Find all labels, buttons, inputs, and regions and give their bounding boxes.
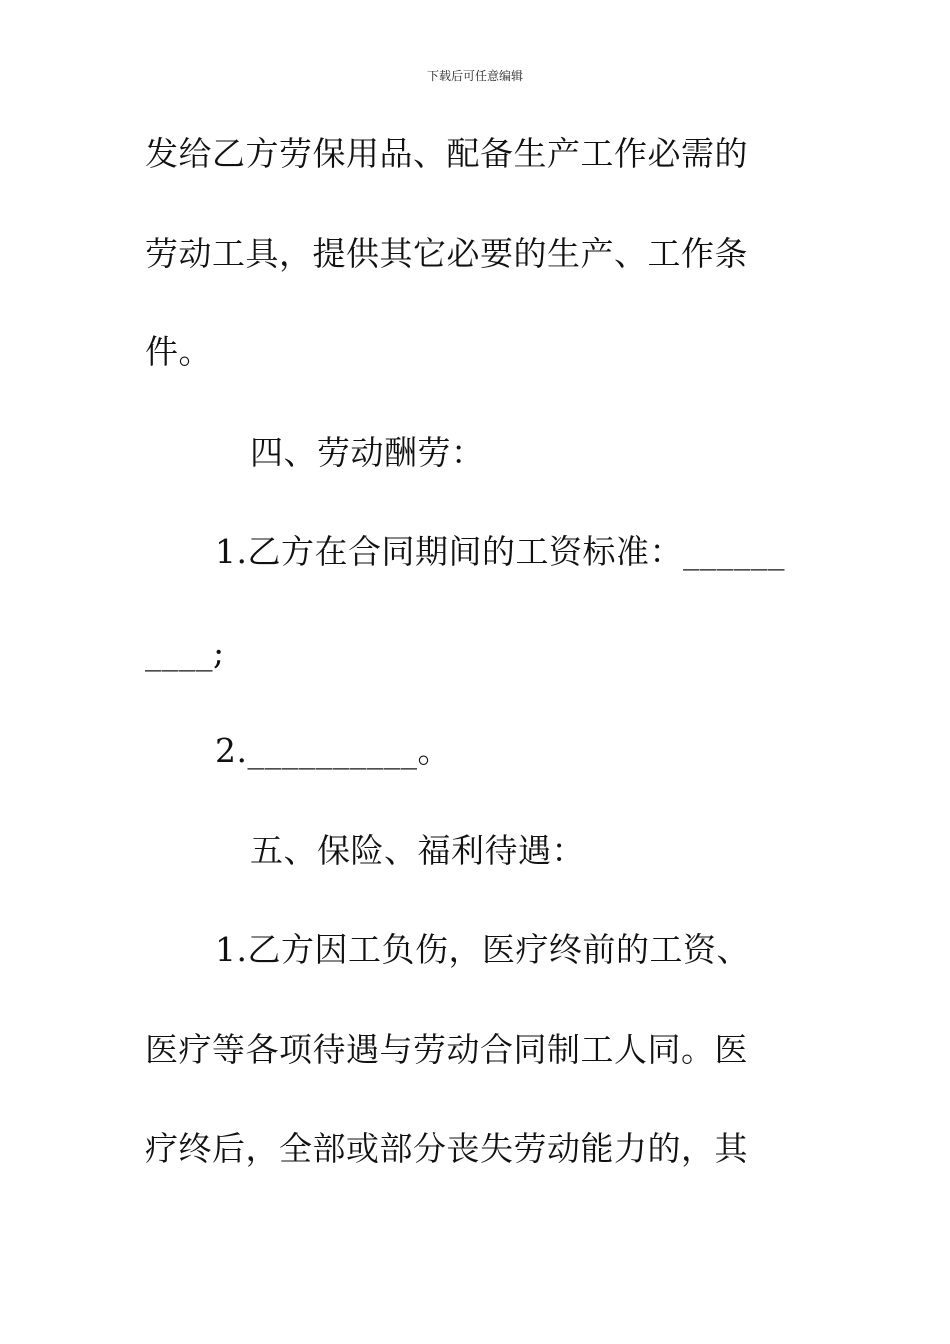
list-item: 1.乙方因工负伤，医疗终前的工资、: [215, 930, 750, 969]
paragraph-line: 发给乙方劳保用品、配备生产工作必需的: [145, 134, 748, 173]
paragraph-line: 劳动工具，提供其它必要的生产、工作条: [145, 234, 748, 273]
list-item: 2.__________。: [215, 731, 451, 770]
paragraph-line: 疗终后，全部或部分丧失劳动能力的，其: [145, 1129, 748, 1168]
page-header: 下载后可任意编辑: [426, 69, 523, 83]
section-heading-remuneration: 四、劳动酬劳：: [250, 433, 485, 472]
section-heading-insurance-welfare: 五、保险、福利待遇：: [250, 831, 585, 870]
paragraph-line: 件。: [145, 332, 212, 371]
paragraph-line: 医疗等各项待遇与劳动合同制工人同。医: [145, 1030, 748, 1069]
list-item: 1.乙方在合同期间的工资标准：______: [215, 532, 785, 571]
list-item-continuation: ____;: [145, 633, 225, 672]
